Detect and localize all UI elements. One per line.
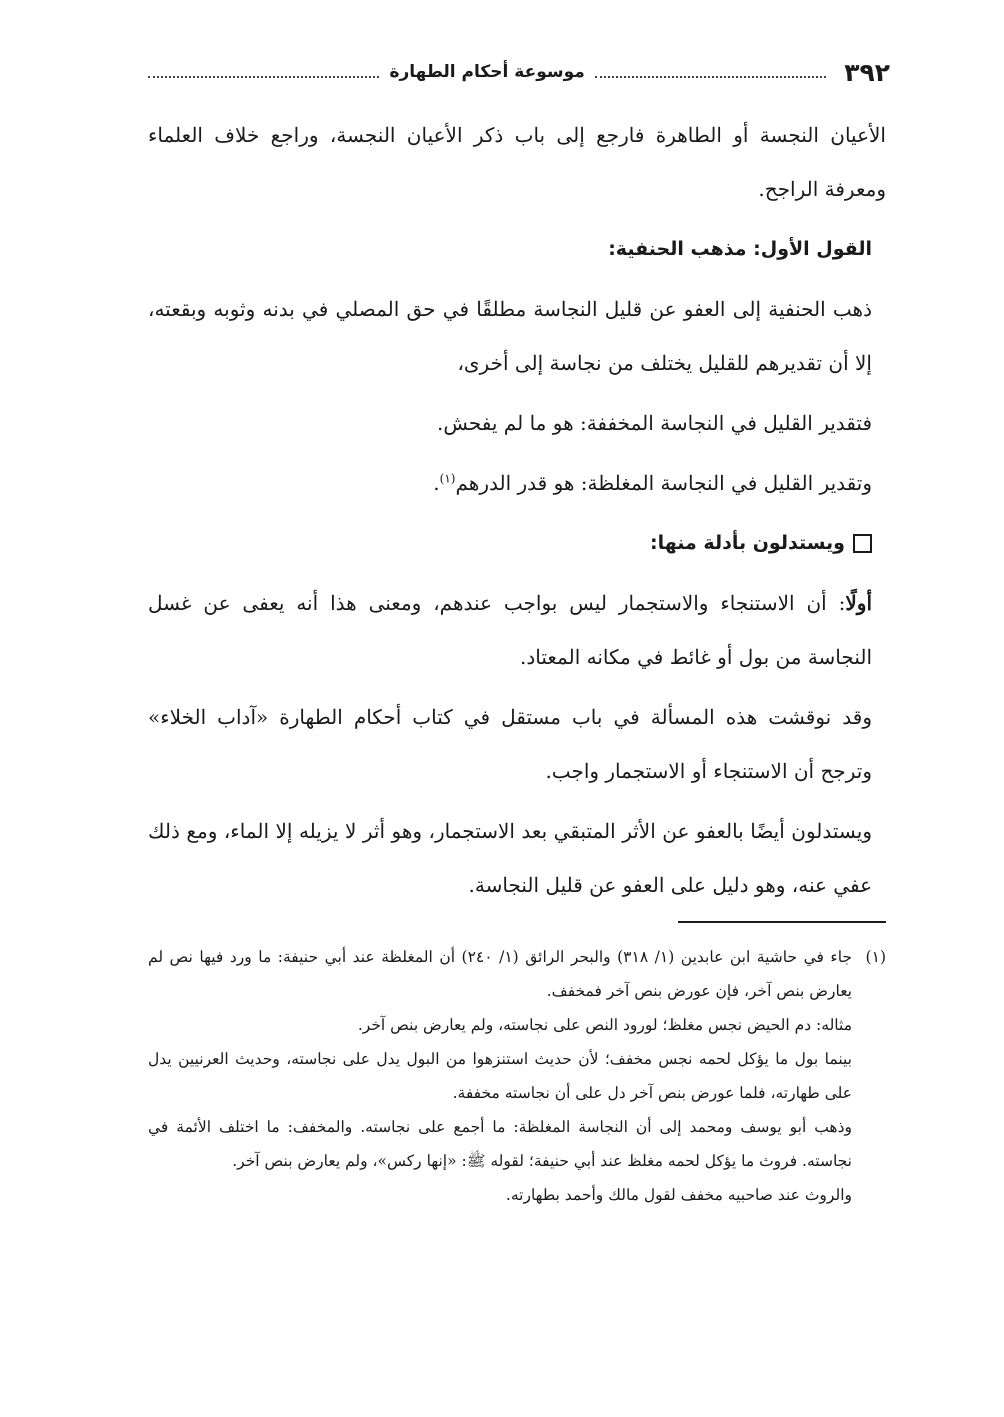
paragraph-first-evidence bbox=[148, 576, 886, 684]
header-dotted-rule-left bbox=[148, 76, 379, 78]
section-heading-hanafi: القول الأول: مذهب الحنفية: bbox=[608, 238, 872, 260]
paragraph-heavy-impurity-text: وتقدير القليل في النجاسة المغلظة: هو قدر الدرهم bbox=[455, 471, 872, 495]
paragraph-heavy-impurity-end: . bbox=[433, 471, 440, 495]
page-header bbox=[148, 48, 890, 96]
first-evidence-label: أولًا bbox=[845, 591, 872, 615]
running-title: موسوعة أحكام الطهارة bbox=[389, 62, 585, 82]
evidence-heading-text: ويستدلون بأدلة منها: bbox=[650, 532, 845, 554]
footnote-1-line-4: وذهب أبو يوسف ومحمد إلى أن النجاسة المغلظة: ما أجمع على نجاسته. والمخفف: ما اختلف الأئمة في نجاسته. فروث ما يؤكل لحمه مغلظ عند أبي حنيفة؛ لقوله ﷺ: «إنها ركس»، ولم يعارض بنص آخر. bbox=[148, 1118, 852, 1170]
page-number: ٣٩٢ bbox=[844, 57, 890, 87]
paragraph-light-impurity: فتقدير القليل في النجاسة المخففة: هو ما لم يفحش. bbox=[437, 411, 872, 435]
paragraph-heavy-impurity bbox=[148, 456, 886, 510]
paragraph-continuation: الأعيان النجسة أو الطاهرة فارجع إلى باب ذكر الأعيان النجسة، وراجع خلاف العلماء ومعرفة الراجح. bbox=[148, 123, 886, 201]
footnotes bbox=[148, 940, 886, 1212]
footnote-1 bbox=[148, 940, 886, 1008]
footnote-1-line-5: والروث عند صاحبيه مخفف لقول مالك وأحمد بطهارته. bbox=[505, 1186, 852, 1204]
checkbox-square-icon bbox=[853, 534, 872, 553]
evidence-heading bbox=[148, 516, 886, 570]
footnote-1-line-3: بينما بول ما يؤكل لحمه نجس مخفف؛ لأن حديث استنزهوا من البول يدل على نجاسته، وحديث العرنيين يدل على طهارته، فلما عورض بنص آخر دل على أن نجاسته مخففة. bbox=[148, 1050, 852, 1102]
paragraph-trace-evidence: ويستدلون أيضًا بالعفو عن الأثر المتبقي بعد الاستجمار، وهو أثر لا يزيله إلا الماء، ومع ذلك عفي عنه، وهو دليل على العفو عن قليل النجاسة. bbox=[148, 819, 872, 897]
footnote-separator bbox=[678, 921, 886, 923]
paragraph-discussion: وقد نوقشت هذه المسألة في باب مستقل في كتاب أحكام الطهارة «آداب الخلاء» وترجح أن الاستنجاء أو الاستجمار واجب. bbox=[148, 705, 872, 783]
footnote-ref[interactable]: (١) bbox=[439, 471, 456, 486]
main-text bbox=[148, 108, 886, 912]
footnote-1-line-1: جاء في حاشية ابن عابدين (١/ ٣١٨) والبحر الرائق (١/ ٢٤٠) أن المغلظة عند أبي حنيفة: ما ورد فيها نص لم يعارض بنص آخر، فإن عورض بنص آخر فمخفف. bbox=[148, 948, 852, 1000]
footnote-number: (١) bbox=[865, 948, 886, 966]
footnote-1-line-2: مثاله: دم الحيض نجس مغلظ؛ لورود النص على نجاسته، ولم يعارض بنص آخر. bbox=[357, 1016, 852, 1034]
first-evidence-text: : أن الاستنجاء والاستجمار ليس بواجب عندهم، ومعنى هذا أنه يعفى عن غسل النجاسة من بول أو غائط في مكانه المعتاد. bbox=[148, 591, 872, 669]
paragraph-hanafi-view: ذهب الحنفية إلى العفو عن قليل النجاسة مطلقًا في حق المصلي في بدنه وثوبه وبقعته، إلا أن تقديرهم للقليل يختلف من نجاسة إلى أخرى، bbox=[148, 297, 873, 375]
header-dotted-rule bbox=[595, 76, 826, 78]
